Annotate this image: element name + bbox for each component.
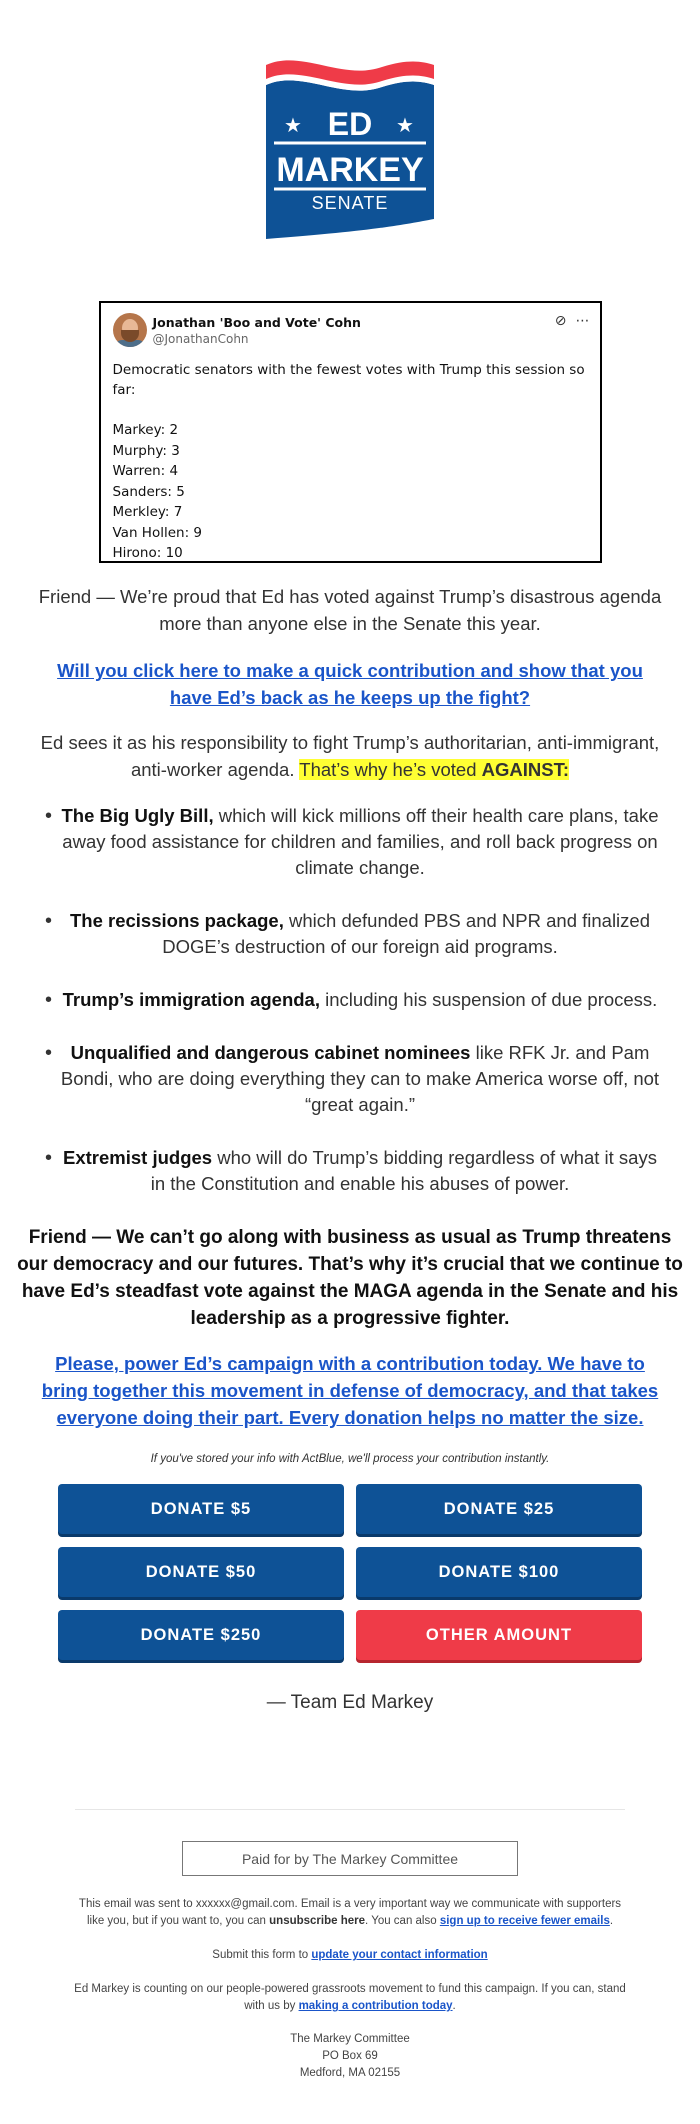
tweet-list-item: Merkley: 7 bbox=[112, 504, 183, 520]
intro-paragraph: Friend — We’re proud that Ed has voted against Trump’s disastrous agenda more than anyone else in the Senate this year. bbox=[38, 586, 662, 634]
tweet-author-name: Jonathan 'Boo and Vote' Cohn bbox=[152, 315, 361, 330]
against-label: AGAINST: bbox=[481, 759, 570, 780]
unsubscribe-link[interactable]: unsubscribe here bbox=[269, 1915, 366, 1927]
contribute-today-link[interactable]: making a contribution today bbox=[298, 2000, 453, 2012]
notice-text: Submit this form to bbox=[212, 1949, 312, 1961]
highlighted-phrase: That’s why he’s voted bbox=[299, 759, 482, 780]
bullet-title: Unqualified and dangerous cabinet nominees bbox=[70, 1042, 471, 1063]
embedded-tweet[interactable] bbox=[99, 301, 602, 563]
notice-text: . You can also bbox=[365, 1915, 440, 1927]
responsibility-text: Ed sees it as his responsibility to fight Trump’s authoritarian, anti-immigrant, anti-worker agenda. bbox=[40, 732, 660, 780]
bullet-title: Extremist judges bbox=[63, 1147, 213, 1168]
responsibility-paragraph bbox=[25, 729, 675, 783]
tweet-list-item: Markey: 2 bbox=[112, 422, 179, 438]
update-contact-link[interactable]: update your contact information bbox=[311, 1949, 488, 1961]
list-item: • Unqualified and dangerous cabinet nominees like RFK Jr. and Pam Bondi, who are doing everything they can to make America worse off, not “great again.” bbox=[45, 1042, 660, 1115]
logo-header bbox=[0, 0, 700, 270]
notice-text: . Email is a very important way we communicate with supporters like you, but if you want to, you can bbox=[86, 1898, 622, 1927]
donate-50-button[interactable]: DONATE $50 bbox=[58, 1547, 344, 1597]
tweet-text: Democratic senators with the fewest votes with Trump this session so far: bbox=[112, 362, 585, 398]
other-amount-button[interactable]: OTHER AMOUNT bbox=[356, 1610, 642, 1660]
actblue-note: If you've stored your info with ActBlue, we'll process your contribution instantly. bbox=[150, 1453, 550, 1465]
bullet-title: Trump’s immigration agenda, bbox=[62, 989, 320, 1010]
notice-text: . bbox=[452, 2000, 456, 2012]
bullet-text: like RFK Jr. and Pam Bondi, who are doing everything they can to make America worse off, not “great again.” bbox=[60, 1042, 660, 1115]
address-line: Medford, MA 02155 bbox=[299, 2067, 401, 2079]
logo-markey-text: MARKEY bbox=[276, 151, 424, 189]
list-item: • Extremist judges who will do Trump’s bidding regardless of what it says in the Constitution and enable his abuses of power. bbox=[45, 1147, 657, 1194]
bullet-text: including his suspension of due process. bbox=[320, 989, 658, 1010]
tweet-list-item: Warren: 4 bbox=[112, 463, 179, 479]
bullet-text: who will do Trump’s bidding regardless of what it says in the Constitution and enable his abuses of power. bbox=[150, 1147, 657, 1194]
bullet-title: The recissions package, bbox=[69, 910, 284, 931]
notice-text: . bbox=[609, 1915, 614, 1927]
tweet-list-item: Sanders: 5 bbox=[112, 483, 185, 500]
tweet-list-item: Van Hollen: 9 bbox=[112, 524, 203, 541]
tweet-author-handle: @JonathanCohn bbox=[152, 332, 249, 346]
list-item: • Trump’s immigration agenda, including his suspension of due process. bbox=[45, 989, 658, 1011]
notice-text: Ed Markey is counting on our people-powered grassroots movement to fund this campaign. If you can, stand with us by bbox=[74, 1983, 626, 2012]
highlighted-text bbox=[299, 759, 569, 780]
list-item: • The Big Ugly Bill, which will kick millions off their health care plans, take away food assistance for children and families, and roll back progress on climate change. bbox=[45, 805, 659, 878]
tweet-list-item: Hirono: 10 bbox=[112, 545, 183, 561]
mailing-address bbox=[0, 2031, 700, 2082]
contribution-link-1[interactable]: Will you click here to make a quick contribution and show that you have Ed’s back as he keeps up the fight? bbox=[57, 660, 643, 708]
logo-ed-text: ED bbox=[327, 106, 373, 142]
tweet-vote-list bbox=[113, 420, 588, 564]
fewer-emails-link[interactable]: sign up to receive fewer emails bbox=[439, 1915, 610, 1927]
avatar bbox=[113, 313, 147, 347]
grassroots-notice bbox=[70, 1981, 630, 2015]
more-icon[interactable]: ⋯ bbox=[575, 313, 590, 329]
logo-star-right: ★ bbox=[396, 115, 414, 137]
address-line: PO Box 69 bbox=[322, 2050, 378, 2062]
address-line: The Markey Committee bbox=[290, 2033, 410, 2045]
grok-icon[interactable]: ⊘ bbox=[554, 313, 567, 329]
ed-markey-logo bbox=[262, 55, 438, 239]
tweet-list-item: Murphy: 3 bbox=[112, 442, 180, 459]
recipient-email: xxxxxx@gmail.com bbox=[195, 1898, 295, 1910]
votes-against-list bbox=[0, 803, 700, 1197]
donate-100-button[interactable]: DONATE $100 bbox=[356, 1547, 642, 1597]
donate-25-button[interactable]: DONATE $25 bbox=[356, 1484, 642, 1534]
paid-for-box: Paid for by The Markey Committee bbox=[182, 1841, 518, 1876]
contribution-link-2[interactable]: Please, power Ed’s campaign with a contribution today. We have to bring together this movement in defense of democracy, and that takes everyone doing their part. Every donation helps no matter the size. bbox=[41, 1353, 659, 1428]
contribution-link-1-wrap bbox=[35, 657, 665, 711]
donate-5-button[interactable]: DONATE $5 bbox=[58, 1484, 344, 1534]
donate-button-grid bbox=[0, 1484, 700, 1660]
bullet-text: which defunded PBS and NPR and finalized DOGE’s destruction of our foreign aid programs. bbox=[162, 910, 650, 957]
email-notice bbox=[70, 1896, 630, 1930]
call-to-action-paragraph: Friend — We can’t go along with business as usual as Trump threatens our democracy and our futures. That’s why it’s crucial that we continue to have Ed’s steadfast vote against the MAGA agenda in the Senate and his leadership as a progressive fighter. bbox=[17, 1227, 683, 1329]
list-item: • The recissions package, which defunded PBS and NPR and finalized DOGE’s destruction of our foreign aid programs. bbox=[45, 910, 650, 957]
update-contact-notice bbox=[70, 1947, 630, 1964]
donate-250-button[interactable]: DONATE $250 bbox=[58, 1610, 344, 1660]
notice-text: This email was sent to bbox=[78, 1898, 196, 1910]
footer-divider bbox=[75, 1809, 625, 1810]
bullet-title: The Big Ugly Bill, bbox=[61, 805, 214, 826]
logo-star-left: ★ bbox=[284, 115, 302, 137]
contribution-link-2-wrap bbox=[35, 1350, 665, 1431]
logo-senate-text: SENATE bbox=[311, 193, 389, 213]
signoff: — Team Ed Markey bbox=[266, 1692, 434, 1713]
bullet-text: which will kick millions off their health care plans, take away food assistance for children and families, and roll back progress on climate change. bbox=[62, 805, 659, 878]
